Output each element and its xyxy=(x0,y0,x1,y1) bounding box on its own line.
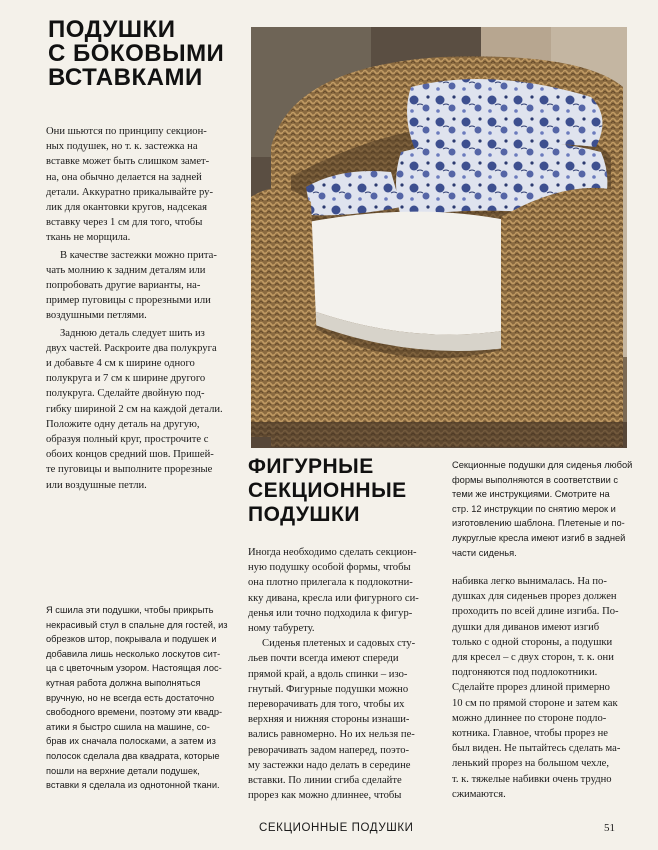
intro-text xyxy=(46,124,242,493)
heading-line: ВСТАВКАМИ xyxy=(48,64,203,91)
wicker-chair-photo xyxy=(251,27,627,448)
heading-line: ПОДУШКИ xyxy=(48,16,176,43)
paragraph: Иногда необходимо сделать секцион- ную подушку особой формы, чтобы она плотно прилегала к подлокотни- кку дивана, кресла или фигурного си- денья или точно подходила к фигур- ному табурету. xyxy=(248,547,419,635)
body-column-left xyxy=(248,545,436,803)
paragraph: Сиденья плетеных и садовых сту- льев почти всегда имеют спереди прямой край, а вдоль спинки – изо- гнутый. Фигурные подушки можно переворачивать для того, чтобы их верхняя и нижняя стороны изнаши- вались равномерно. Но их нельзя пе- реворачивать задом наперед, поэто- му застежки надо делать в середине вставки. По линии сгиба сделайте прорез как можно длиннее, чтобы xyxy=(248,638,416,802)
heading-line: СЕКЦИОННЫЕ xyxy=(248,479,407,502)
heading-line: ПОДУШКИ xyxy=(248,503,360,526)
running-footer: СЕКЦИОННЫЕ ПОДУШКИ xyxy=(259,822,414,834)
paragraph: В качестве застежки можно прита- чать молнию к задним деталям или попробовать другие варианты, на- пример пуговицы с прорезными или воздушными петлями. xyxy=(46,249,217,322)
paragraph: Заднюю деталь следует шить из двух частей. Раскроите два полукруга и добавьте 4 см к ширине одного полукруга и 7 см к ширине другого полукруга. Сделайте двойную под- гибку шириной 2 см на каждой детали. Положите одну деталь на другую, образуя полный круг, прострочите с обоих концов средний шов. Пришей- те пуговицы и выполните прорезные или воздушные петли. xyxy=(46,327,223,491)
heading-line: С БОКОВЫМИ xyxy=(48,40,225,67)
page-number: 51 xyxy=(604,822,615,834)
heading-line: ФИГУРНЫЕ xyxy=(248,455,374,478)
body-column-right: набивка легко вынималась. На по- душках для сиденьев прорез должен проходить по всей длине изгиба. По- душки для диванов имеют изгиб только с одной стороны, а подушки для кресел – с двух сторон, т. к. они подгоняются под подлокотники. Сделайте прорез длиной примерно 10 см по прямой стороне и затем как можно длиннее по стороне подло- котника. Главное, чтобы прорез не был виден. Не пытайтесь сделать ма- ленький прорез на большом чехле, т. к. тяжелые набивки очень трудно сжимаются. xyxy=(452,576,621,800)
chair-illustration xyxy=(251,27,627,448)
sidebar-story: Я сшила эти подушки, чтобы прикрыть некрасивый стул в спальне для гостей, из обрезков штор, покрывала и подушек и добавила лишь несколько лоскутов сит- ца с цветочным узором. Настоящая лос- кутная работа должна выполняться вручную, но не всегда есть достаточно свободного времени, поэтому эти квадр- атики я быстро сшила на машине, со- брав их сначала полосками, а затем из полосок сделала два квадрата, которые пошли на верхние детали подушек, вставки я сделала из однотонной ткани. xyxy=(46,605,228,791)
main-heading xyxy=(48,18,224,90)
section-heading xyxy=(248,455,407,527)
paragraph: Они шьются по принципу секцион- ных подушек, но т. к. застежка на вставке может быть слишком замет- на, она обычно делается на задней детали. Аккуратно прикалывайте ру- лик для окантовки кругов, надсекая вставку через 1 см для того, чтобы ткань не морщила. xyxy=(46,126,213,244)
photo-caption: Секционные подушки для сиденья любой формы выполняются в соответствии с теми же инструкциями. Смотрите на стр. 12 инструкции по снятию мерок и изготовлению шаблона. Плетеные и по- лукруглые кресла имеют изгиб в задней части сиденья. xyxy=(452,460,633,558)
